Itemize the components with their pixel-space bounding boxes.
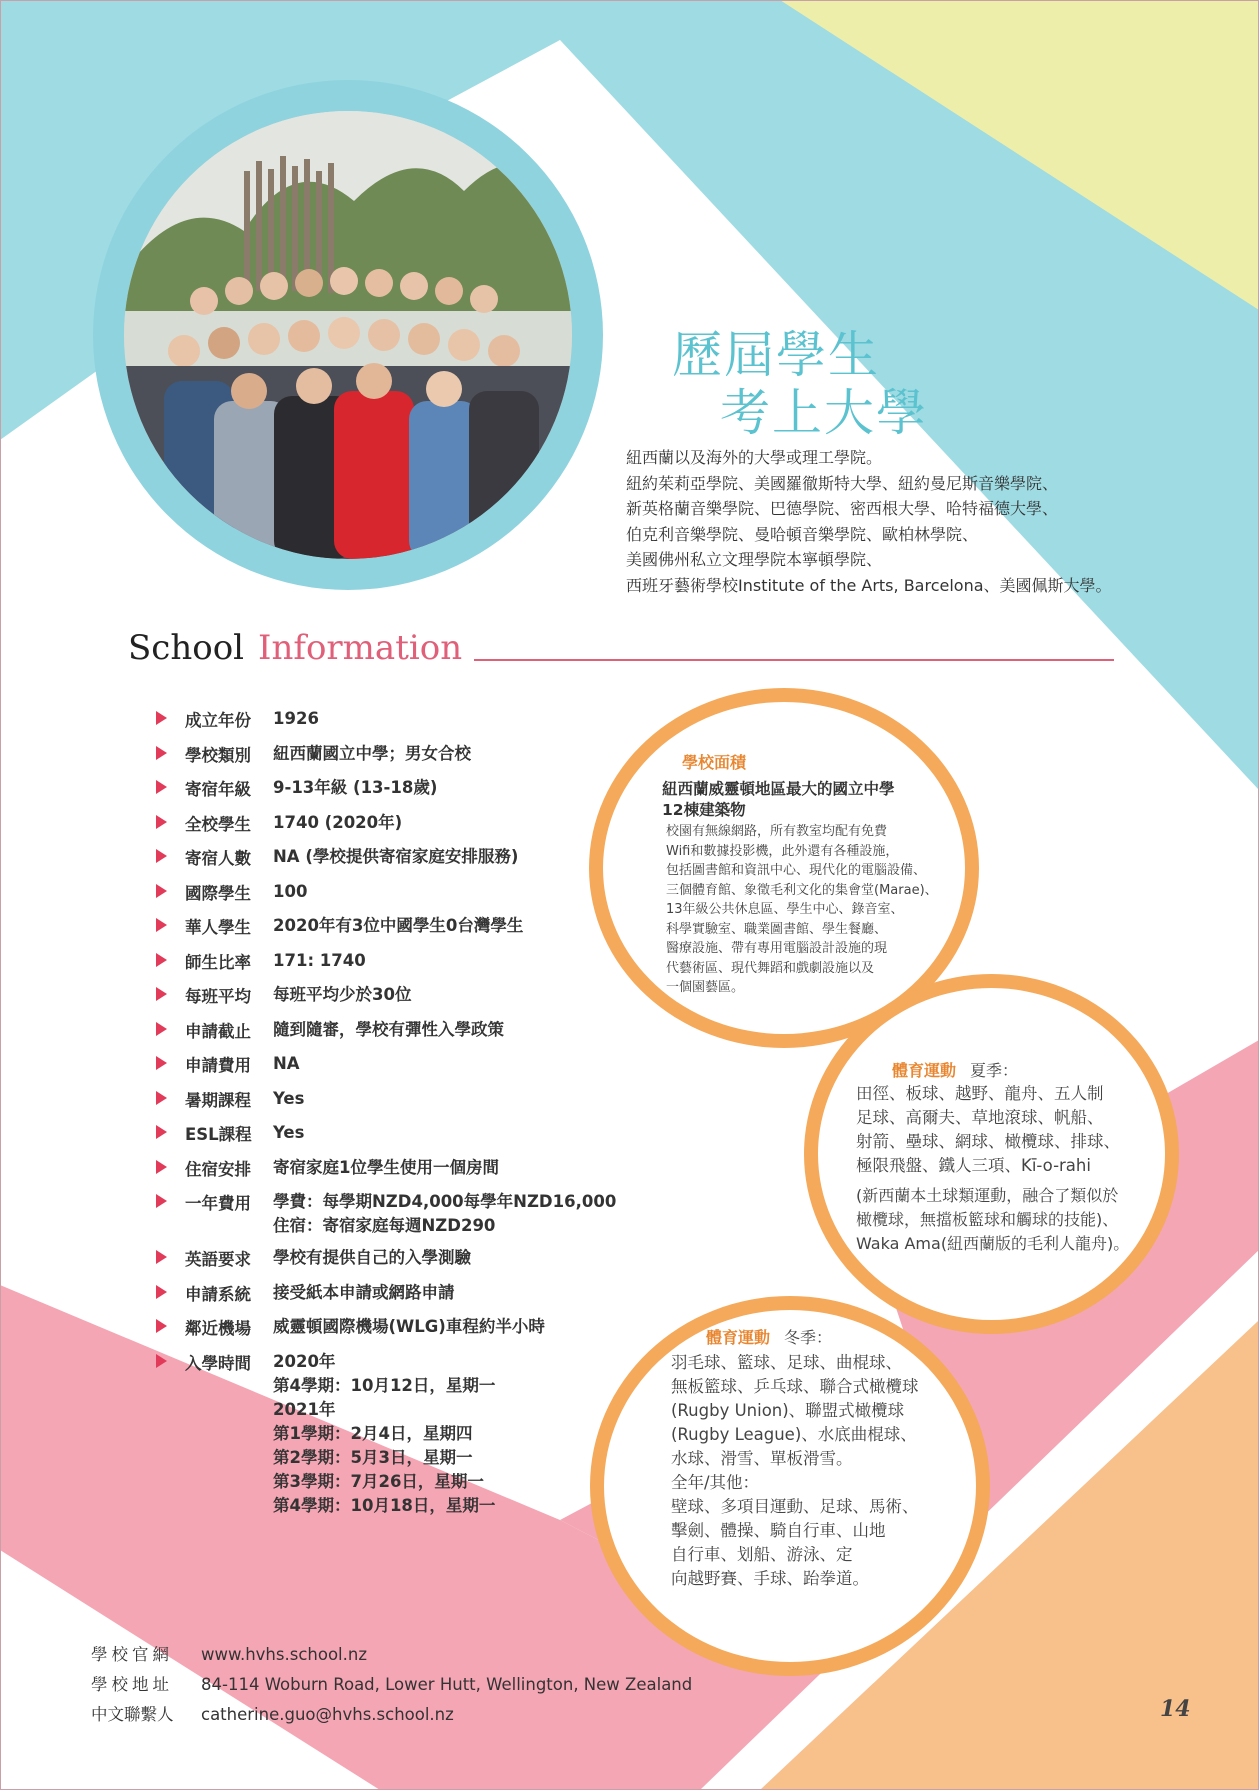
fact-value-line: 第3學期：7月26日，星期一 (273, 1471, 484, 1491)
fact-row (156, 1121, 676, 1145)
campus-line: 包括圖書館和資訊中心、現代化的電腦設備、 (666, 863, 927, 878)
fact-value-line: 第4學期：10月12日，星期一 (273, 1375, 496, 1395)
address-text: 84-114 Woburn Road, Lower Hutt, Wellington, New Zealand (201, 1675, 693, 1694)
fact-label: 住宿安排 (185, 1159, 251, 1179)
fact-value-line: Yes (273, 1088, 305, 1108)
fact-label: 申請費用 (185, 1056, 251, 1075)
fact-value-line: 接受紙本申請或網路申請 (273, 1282, 455, 1302)
fact-row (156, 742, 676, 766)
summer-note (856, 1184, 1129, 1256)
summer-note-line: Waka Ama(紐西蘭版的毛利人龍舟)。 (856, 1234, 1130, 1253)
campus-line: 代藝術區、現代舞蹈和戲劇設施以及 (666, 960, 875, 976)
fact-value-line: 1926 (273, 709, 319, 728)
campus-line: 三個體育館、象徵毛利文化的集會堂(Marae)、 (666, 882, 938, 898)
bullet-arrow-icon (156, 1056, 167, 1070)
campus-headline (662, 779, 895, 821)
bullet-arrow-icon (156, 1319, 167, 1333)
fact-label: 學校類別 (185, 745, 251, 765)
fact-label: 一年費用 (185, 1194, 251, 1213)
campus-line: 醫療設施、帶有專用電腦設計設施的現 (666, 941, 888, 956)
summer-line: 田徑、板球、越野、龍舟、五人制 (856, 1084, 1104, 1103)
bullet-arrow-icon (156, 1091, 167, 1105)
fact-label: 寄宿人數 (185, 849, 251, 868)
fact-value-line: 威靈頓國際機場(WLG)車程約半小時 (273, 1317, 545, 1336)
fact-value-line: NA (學校提供寄宿家庭安排服務) (273, 847, 519, 866)
alumni-line: 紐西蘭以及海外的大學或理工學院。 (626, 448, 883, 467)
fact-label: 申請截止 (185, 1021, 251, 1041)
footer-row-address (91, 1670, 692, 1700)
winter-title: 體育運動 (706, 1328, 771, 1347)
fact-label: ESL課程 (185, 1125, 252, 1144)
winter-line: 向越野賽、手球、跆拳道。 (671, 1569, 869, 1588)
bullet-arrow-icon (156, 1194, 167, 1208)
fact-value-line: 學費：每學期NZD4,000每學年NZD16,000 (273, 1192, 617, 1211)
fact-row (156, 707, 676, 731)
heading-word-information: Information (258, 628, 463, 668)
fact-value (273, 1052, 676, 1076)
fact-value (273, 1281, 676, 1305)
bullet-arrow-icon (156, 780, 167, 794)
bullet-arrow-icon (156, 884, 167, 898)
fact-row (156, 1087, 676, 1111)
bullet-arrow-icon (156, 1022, 167, 1036)
bullet-arrow-icon (156, 987, 167, 1001)
alumni-line: 紐約茱莉亞學院、美國羅徹斯特大學、紐約曼尼斯音樂學院、 (626, 473, 1059, 493)
fact-value (273, 1190, 676, 1238)
summer-line: 射箭、壘球、網球、橄欖球、排球、 (856, 1132, 1120, 1151)
winter-heading (706, 1325, 832, 1348)
fact-row (156, 983, 676, 1007)
bullet-arrow-icon (156, 1125, 167, 1139)
fact-row (156, 1190, 676, 1238)
heading-word-school: School (128, 628, 245, 668)
bullet-arrow-icon (156, 849, 167, 863)
footer-key: 學校地址 (91, 1675, 173, 1694)
fact-label: 華人學生 (185, 918, 251, 937)
fact-value-line: 第4學期：10月18日，星期一 (273, 1495, 496, 1515)
summer-note-line: 橄欖球，無擋板籃球和觸球的技能)、 (856, 1210, 1119, 1229)
fact-label: 入學時間 (185, 1353, 251, 1373)
fact-value-line: 寄宿家庭1位學生使用一個房間 (273, 1157, 499, 1177)
fact-value (273, 1315, 676, 1339)
contact-email-link[interactable]: catherine.guo@hvhs.school.nz (201, 1705, 454, 1724)
contact-footer (91, 1640, 692, 1730)
fact-value (273, 742, 676, 766)
bullet-arrow-icon (156, 1354, 167, 1368)
website-link[interactable]: www.hvhs.school.nz (201, 1645, 367, 1664)
fact-value-line: 住宿：寄宿家庭每週NZD290 (273, 1216, 496, 1235)
alumni-line: 新英格蘭音樂學院、巴德學院、密西根大學、哈特福德大學、 (626, 499, 1059, 518)
fact-label: 鄰近機場 (185, 1319, 251, 1338)
fact-row (156, 1018, 676, 1042)
fact-value-line: 2020年有3位中國學生0台灣學生 (273, 916, 524, 935)
bullet-arrow-icon (156, 1250, 167, 1264)
campus-line: Wifi和數據投影機，此外還有各種設施， (666, 843, 899, 859)
fact-label: 暑期課程 (185, 1090, 251, 1110)
page-number: 14 (1160, 1696, 1191, 1722)
winter-season: 冬季： (784, 1328, 833, 1347)
fact-row (156, 1156, 676, 1180)
alumni-line: 美國佛州私立文理學院本寧頓學院、 (626, 550, 883, 569)
fact-value (273, 1156, 676, 1180)
title-line-1: 歷屆學生 (672, 326, 880, 384)
summer-title: 體育運動 (892, 1061, 957, 1080)
winter-line: 擊劍、體操、騎自行車、山地 (671, 1521, 886, 1540)
fact-label: 成立年份 (185, 711, 251, 730)
winter-line: 羽毛球、籃球、足球、曲棍球、 (671, 1353, 902, 1372)
fact-row (156, 1281, 676, 1305)
winter-line: 水球、滑雪、單板滑雪。 (671, 1449, 853, 1468)
fact-value (273, 1018, 676, 1042)
footer-row-contact (91, 1700, 692, 1730)
alumni-title (672, 326, 928, 442)
fact-label: 英語要求 (185, 1250, 251, 1269)
fact-value-line: 第1學期：2月4日，星期四 (273, 1423, 473, 1443)
campus-line: 科學實驗室、職業圖書館、學生餐廳、 (666, 921, 888, 937)
bullet-arrow-icon (156, 1160, 167, 1174)
fact-value (273, 1087, 676, 1111)
fact-value-line: 紐西蘭國立中學；男女合校 (273, 743, 471, 763)
alumni-universities (626, 445, 1146, 598)
alumni-line: 伯克利音樂學院、曼哈頓音樂學院、歐柏林學院、 (626, 524, 979, 544)
winter-line: 自行車、划船、游泳、定 (671, 1545, 853, 1564)
summer-note-line: (新西蘭本土球類運動，融合了類似於 (856, 1186, 1119, 1205)
campus-line: 校園有無線網路，所有教室均配有免費 (666, 824, 888, 839)
campus-title: 學校面積 (682, 753, 747, 772)
summer-sports-list (856, 1082, 1120, 1178)
fact-value-line: 隨到隨審，學校有彈性入學政策 (273, 1019, 504, 1039)
bullet-arrow-icon (156, 746, 167, 760)
section-heading (128, 628, 462, 668)
campus-line: 一個園藝區。 (666, 980, 745, 995)
fact-row (156, 1052, 676, 1076)
fact-row (156, 1315, 676, 1339)
bullet-arrow-icon (156, 1285, 167, 1299)
fact-value-line: 2020年 (273, 1351, 336, 1371)
group-photo (124, 111, 572, 559)
bullet-arrow-icon (156, 953, 167, 967)
heading-rule (474, 659, 1114, 661)
fact-value-line: 9-13年級 (13-18歲) (273, 778, 438, 797)
footer-row-website (91, 1640, 692, 1670)
fact-value-line: 171: 1740 (273, 950, 366, 970)
fact-label: 全校學生 (185, 814, 251, 834)
footer-key: 學校官網 (91, 1645, 173, 1664)
fact-value (273, 1121, 676, 1145)
alumni-line: 西班牙藝術學校Institute of the Arts, Barcelona、美國佩斯大學。 (626, 575, 1112, 595)
fact-value (273, 707, 676, 731)
bullet-arrow-icon (156, 815, 167, 829)
winter-line: 無板籃球、乒乓球、聯合式橄欖球 (671, 1377, 919, 1396)
fact-row (156, 776, 676, 800)
footer-key: 中文聯繫人 (91, 1705, 174, 1724)
fact-value-line: 2021年 (273, 1399, 336, 1419)
fact-value-line: 學校有提供自己的入學測驗 (273, 1248, 471, 1267)
fact-label: 師生比率 (185, 952, 251, 972)
summer-line: 極限飛盤、鐵人三項、Kī-o-rahi (856, 1156, 1091, 1175)
bullet-arrow-icon (156, 711, 167, 725)
fact-row (156, 949, 676, 973)
fact-label: 每班平均 (185, 987, 251, 1006)
fact-label: 申請系統 (185, 1284, 251, 1304)
fact-value (273, 983, 676, 1007)
fact-label: 國際學生 (185, 883, 251, 903)
winter-sports-list (671, 1351, 919, 1591)
winter-line: (Rugby League)、水底曲棍球、 (671, 1425, 917, 1444)
campus-line: 13年級公共休息區、學生中心、錄音室、 (666, 902, 904, 917)
campus-headline-line: 12棟建築物 (662, 801, 746, 819)
summer-line: 足球、高爾夫、草地滾球、帆船、 (856, 1108, 1104, 1127)
bullet-arrow-icon (156, 918, 167, 932)
title-line-2: 考上大學 (720, 384, 928, 442)
fact-value-line: NA (273, 1054, 300, 1073)
campus-description (666, 822, 938, 998)
group-photo-illustration (124, 111, 572, 559)
fact-row (156, 1246, 676, 1270)
fact-value-line: Yes (273, 1123, 305, 1142)
winter-line: 壁球、多項目運動、足球、馬術、 (671, 1497, 919, 1516)
fact-label: 寄宿年級 (185, 780, 251, 799)
winter-line: (Rugby Union)、聯盟式橄欖球 (671, 1401, 905, 1420)
fact-value-line: 1740 (2020年) (273, 812, 403, 832)
campus-headline-line: 紐西蘭威靈頓地區最大的國立中學 (662, 780, 895, 798)
fact-value-line: 每班平均少於30位 (273, 985, 412, 1004)
fact-value-line: 100 (273, 881, 308, 901)
winter-line: 全年/其他： (671, 1473, 760, 1492)
summer-season: 夏季： (970, 1061, 1019, 1080)
fact-value-line: 第2學期：5月3日，星期一 (273, 1447, 473, 1467)
fact-value (273, 1246, 676, 1270)
summer-heading (892, 1058, 1018, 1081)
